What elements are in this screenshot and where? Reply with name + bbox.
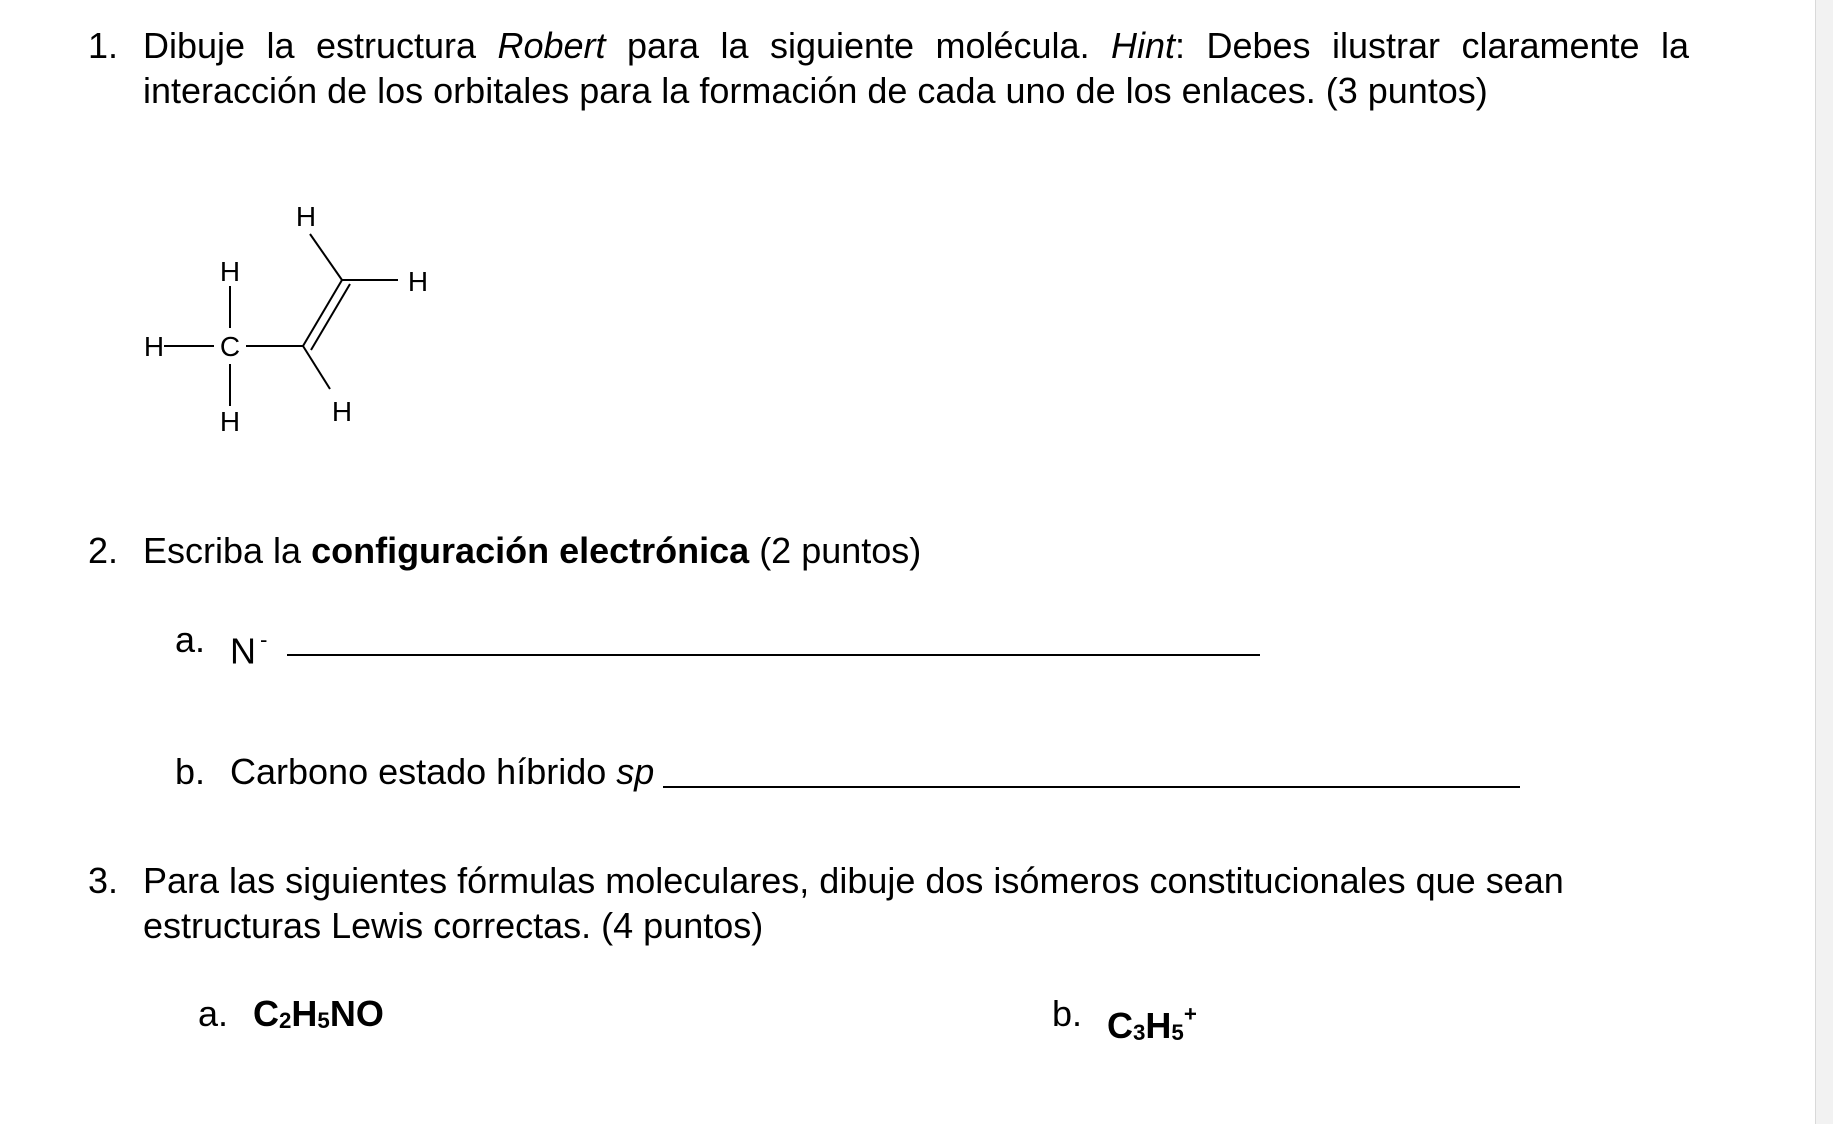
q2-intro: Escriba la bbox=[143, 530, 312, 571]
q3-a-c-sub: 2 bbox=[279, 1008, 292, 1034]
question-3-line-1: Para las siguientes fórmulas moleculares, dibuje dos isómeros constitucionales que sean bbox=[143, 860, 1564, 901]
q2-b-answer-line[interactable] bbox=[663, 786, 1520, 788]
q2-b-sp: sp bbox=[616, 751, 655, 792]
atom-h-vinyl-bottom: H bbox=[331, 396, 353, 427]
atom-carbon: C bbox=[219, 331, 241, 362]
page-edge bbox=[1815, 0, 1833, 1124]
q3-a-h: H bbox=[291, 993, 318, 1034]
q3-a-h-sub: 5 bbox=[317, 1008, 330, 1034]
bond-c-c-double-2 bbox=[311, 284, 350, 350]
q3-a-formula bbox=[253, 991, 384, 1043]
q1-text-c: : Debes ilustrar claramente la bbox=[1175, 25, 1690, 66]
q1-text-a: Dibuje la estructura bbox=[143, 25, 498, 66]
q3-a-c: C bbox=[253, 993, 279, 1034]
bond-vinyl-h-top bbox=[310, 234, 342, 280]
atom-h-vinyl-top: H bbox=[295, 201, 317, 232]
q1-text-b: para la siguiente molécula. bbox=[605, 25, 1112, 66]
q3-a-rest: NO bbox=[329, 993, 384, 1034]
bond-vinyl-h-bottom bbox=[303, 346, 330, 389]
atom-h-bottom: H bbox=[219, 406, 241, 437]
q3-b-h: H bbox=[1145, 1004, 1172, 1046]
q1-hint: Hint bbox=[1111, 25, 1176, 66]
q3-b-charge: + bbox=[1183, 1001, 1197, 1026]
q2-b-letter: b. bbox=[175, 751, 206, 792]
q3-b-letter: b. bbox=[1052, 993, 1083, 1034]
question-2-number: 2. bbox=[88, 530, 119, 571]
q3-b-c-sub: 3 bbox=[1133, 1019, 1146, 1045]
atom-h-top: H bbox=[219, 256, 241, 287]
q1-robert: Robert bbox=[497, 25, 606, 66]
question-3-number: 3. bbox=[88, 860, 119, 901]
q2-points: (2 puntos) bbox=[749, 530, 922, 571]
q2-a-label bbox=[230, 617, 267, 674]
q3-a-letter: a. bbox=[198, 993, 229, 1034]
question-3-line-2: estructuras Lewis correctas. (4 puntos) bbox=[143, 905, 764, 946]
q2-a-element: N bbox=[230, 630, 256, 672]
atom-h-vinyl-right: H bbox=[407, 266, 429, 297]
question-1-line-1 bbox=[143, 23, 1689, 68]
q2-a-letter: a. bbox=[175, 619, 206, 660]
question-1-line-2: interacción de los orbitales para la formación de cada uno de los enlaces. (3 puntos) bbox=[143, 70, 1488, 111]
bond-c-c-double-1 bbox=[303, 280, 342, 346]
q3-b-h-sub: 5 bbox=[1171, 1019, 1184, 1045]
question-1-number: 1. bbox=[88, 25, 119, 66]
q3-b-formula bbox=[1107, 991, 1197, 1055]
propene-structure bbox=[130, 190, 460, 450]
q2-a-answer-line[interactable] bbox=[287, 654, 1260, 656]
atom-h-left: H bbox=[143, 331, 165, 362]
q2-bold: configuración electrónica bbox=[311, 530, 750, 571]
q2-a-charge: - bbox=[260, 627, 268, 652]
q2-b-text: Carbono estado híbrido bbox=[230, 751, 617, 792]
q3-b-c: C bbox=[1107, 1004, 1133, 1046]
question-2-text bbox=[143, 528, 921, 573]
q2-b-label bbox=[230, 749, 654, 794]
